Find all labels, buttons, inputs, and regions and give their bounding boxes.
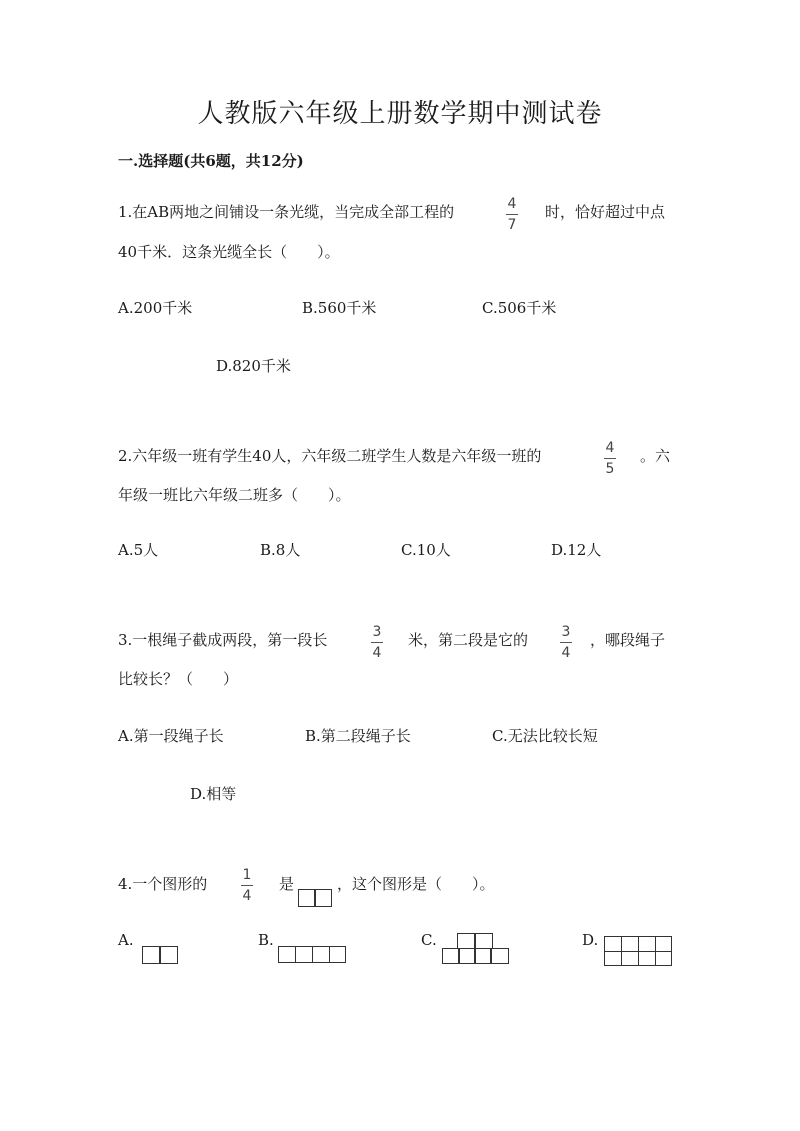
q4-option-a[interactable]: A. — [118, 931, 134, 949]
q3-option-a[interactable]: A.第一段绳子长 — [118, 727, 224, 745]
q3-frac1-den: 4 — [372, 645, 382, 661]
q1-option-b[interactable]: B.560千米 — [302, 299, 377, 317]
q4-option-b-shape[interactable] — [278, 946, 346, 963]
q4-frac-den: 4 — [242, 888, 252, 904]
q1-option-d[interactable]: D.820千米 — [216, 357, 291, 375]
q2-frac-den: 5 — [605, 461, 615, 477]
q4-text-b: 是 — [279, 875, 295, 893]
q4-given-shape — [298, 889, 332, 907]
q3-text-b: 米，第二段是它的 — [408, 631, 529, 649]
q4-fraction — [241, 867, 253, 904]
q4-option-b[interactable]: B. — [258, 931, 274, 949]
q4-text-c: ，这个图形是（ ）。 — [337, 875, 495, 893]
q3-text-c: ，哪段绳子 — [590, 631, 666, 649]
q2-text-line2: 年级一班比六年级二班多（ ）。 — [118, 486, 351, 504]
q4-option-c[interactable]: C. — [421, 931, 437, 949]
q2-frac-num: 4 — [605, 440, 615, 456]
q2-text-b: 。六 — [640, 447, 671, 465]
q3-frac2-den: 4 — [561, 645, 571, 661]
q1-text-line2: 40千米．这条光缆全长（ ）。 — [118, 243, 340, 261]
q2-fraction — [604, 440, 616, 477]
q3-fraction-2 — [560, 624, 572, 661]
q2-text-a: 2.六年级一班有学生40人，六年级二班学生人数是六年级一班的 — [118, 447, 542, 465]
q2-option-c[interactable]: C.10人 — [401, 541, 451, 559]
q4-option-d[interactable]: D. — [582, 931, 599, 949]
q1-frac-den: 7 — [507, 217, 517, 233]
q2-option-d[interactable]: D.12人 — [551, 541, 602, 559]
q3-frac2-num: 3 — [561, 624, 571, 640]
q4-option-a-shape[interactable] — [142, 946, 178, 964]
q3-option-c[interactable]: C.无法比较长短 — [492, 727, 598, 745]
q2-option-b[interactable]: B.8人 — [260, 541, 301, 559]
section-heading: 一.选择题(共6题，共12分) — [118, 152, 304, 170]
q1-text-b: 时，恰好超过中点 — [545, 203, 666, 221]
q3-text-a: 3.一根绳子截成两段，第一段长 — [118, 631, 328, 649]
q1-option-c[interactable]: C.506千米 — [482, 299, 557, 317]
q4-text-a: 4.一个图形的 — [118, 875, 208, 893]
q4-frac-num: 1 — [242, 867, 252, 883]
q1-fraction — [506, 196, 518, 233]
q3-fraction-1 — [371, 624, 383, 661]
q1-option-a[interactable]: A.200千米 — [118, 299, 193, 317]
q1-text-a: 1.在AB两地之间铺设一条光缆，当完成全部工程的 — [118, 203, 455, 221]
page-title: 人教版六年级上册数学期中测试卷 — [197, 99, 603, 129]
q2-option-a[interactable]: A.5人 — [118, 541, 159, 559]
q4-option-d-shape[interactable] — [604, 936, 672, 966]
q1-frac-num: 4 — [507, 196, 517, 212]
q4-option-c-shape[interactable] — [442, 933, 509, 964]
q3-option-b[interactable]: B.第二段绳子长 — [305, 727, 411, 745]
q3-option-d[interactable]: D.相等 — [190, 785, 237, 803]
q3-text-line2: 比较长？（ ） — [118, 670, 239, 688]
q3-frac1-num: 3 — [372, 624, 382, 640]
